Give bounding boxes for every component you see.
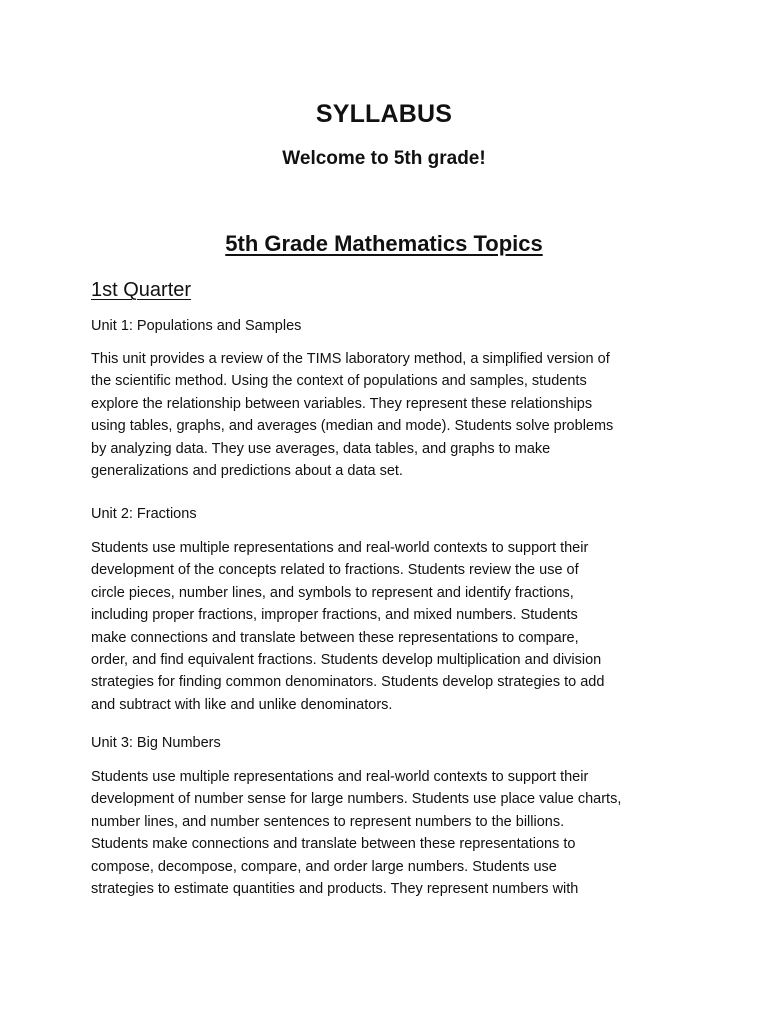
text-line: strategies to estimate quantities and products. They represent numbers with xyxy=(91,881,579,898)
text-line: using tables, graphs, and averages (median and mode). Students solve problems xyxy=(91,418,614,435)
text-line: development of the concepts related to fractions. Students review the use of xyxy=(91,562,579,579)
text-line: order, and find equivalent fractions. Students develop multiplication and division xyxy=(91,652,602,669)
text-line: compose, decompose, compare, and order large numbers. Students use xyxy=(91,858,557,875)
unit-2-heading: Unit 2: Fractions xyxy=(91,506,197,522)
text-line: Students use multiple representations and real-world contexts to support their xyxy=(91,769,589,785)
text-line: generalizations and predictions about a data set. xyxy=(91,463,403,480)
text-line: explore the relationship between variables. They represent these relationships xyxy=(91,395,593,412)
text-line: development of number sense for large numbers. Students use place value charts, xyxy=(91,791,622,808)
topics-heading-text: 5th Grade Mathematics Topics xyxy=(225,231,543,256)
text-line: strategies for finding common denominators. Students develop strategies to add xyxy=(91,674,605,691)
text-line: including proper fractions, improper fractions, and mixed numbers. Students xyxy=(91,607,578,624)
text-line: This unit provides a review of the TIMS laboratory method, a simplified version of xyxy=(91,351,610,367)
text-line: make connections and translate between these representations to compare, xyxy=(91,629,579,646)
topics-heading xyxy=(0,229,768,259)
text-line: and subtract with like and unlike denominators. xyxy=(91,696,393,713)
text-line: Students use multiple representations and real-world contexts to support their xyxy=(91,540,589,556)
quarter-heading: 1st Quarter xyxy=(91,279,192,301)
text-line: Students make connections and translate between these representations to xyxy=(91,836,576,853)
text-line: by analyzing data. They use averages, data tables, and graphs to make xyxy=(91,440,551,457)
text-line: number lines, and number sentences to represent numbers to the billions. xyxy=(91,813,565,830)
text-line: the scientific method. Using the context of populations and samples, students xyxy=(91,373,587,390)
unit-1-description xyxy=(91,348,691,482)
page-title: SYLLABUS xyxy=(315,100,453,128)
unit-1-heading: Unit 1: Populations and Samples xyxy=(91,318,302,334)
welcome-subtitle: Welcome to 5th grade! xyxy=(282,148,486,169)
unit-3-heading: Unit 3: Big Numbers xyxy=(91,735,221,751)
text-line: circle pieces, number lines, and symbols to represent and identify fractions, xyxy=(91,584,574,601)
unit-2-description xyxy=(91,537,691,716)
unit-3-description xyxy=(91,766,691,900)
